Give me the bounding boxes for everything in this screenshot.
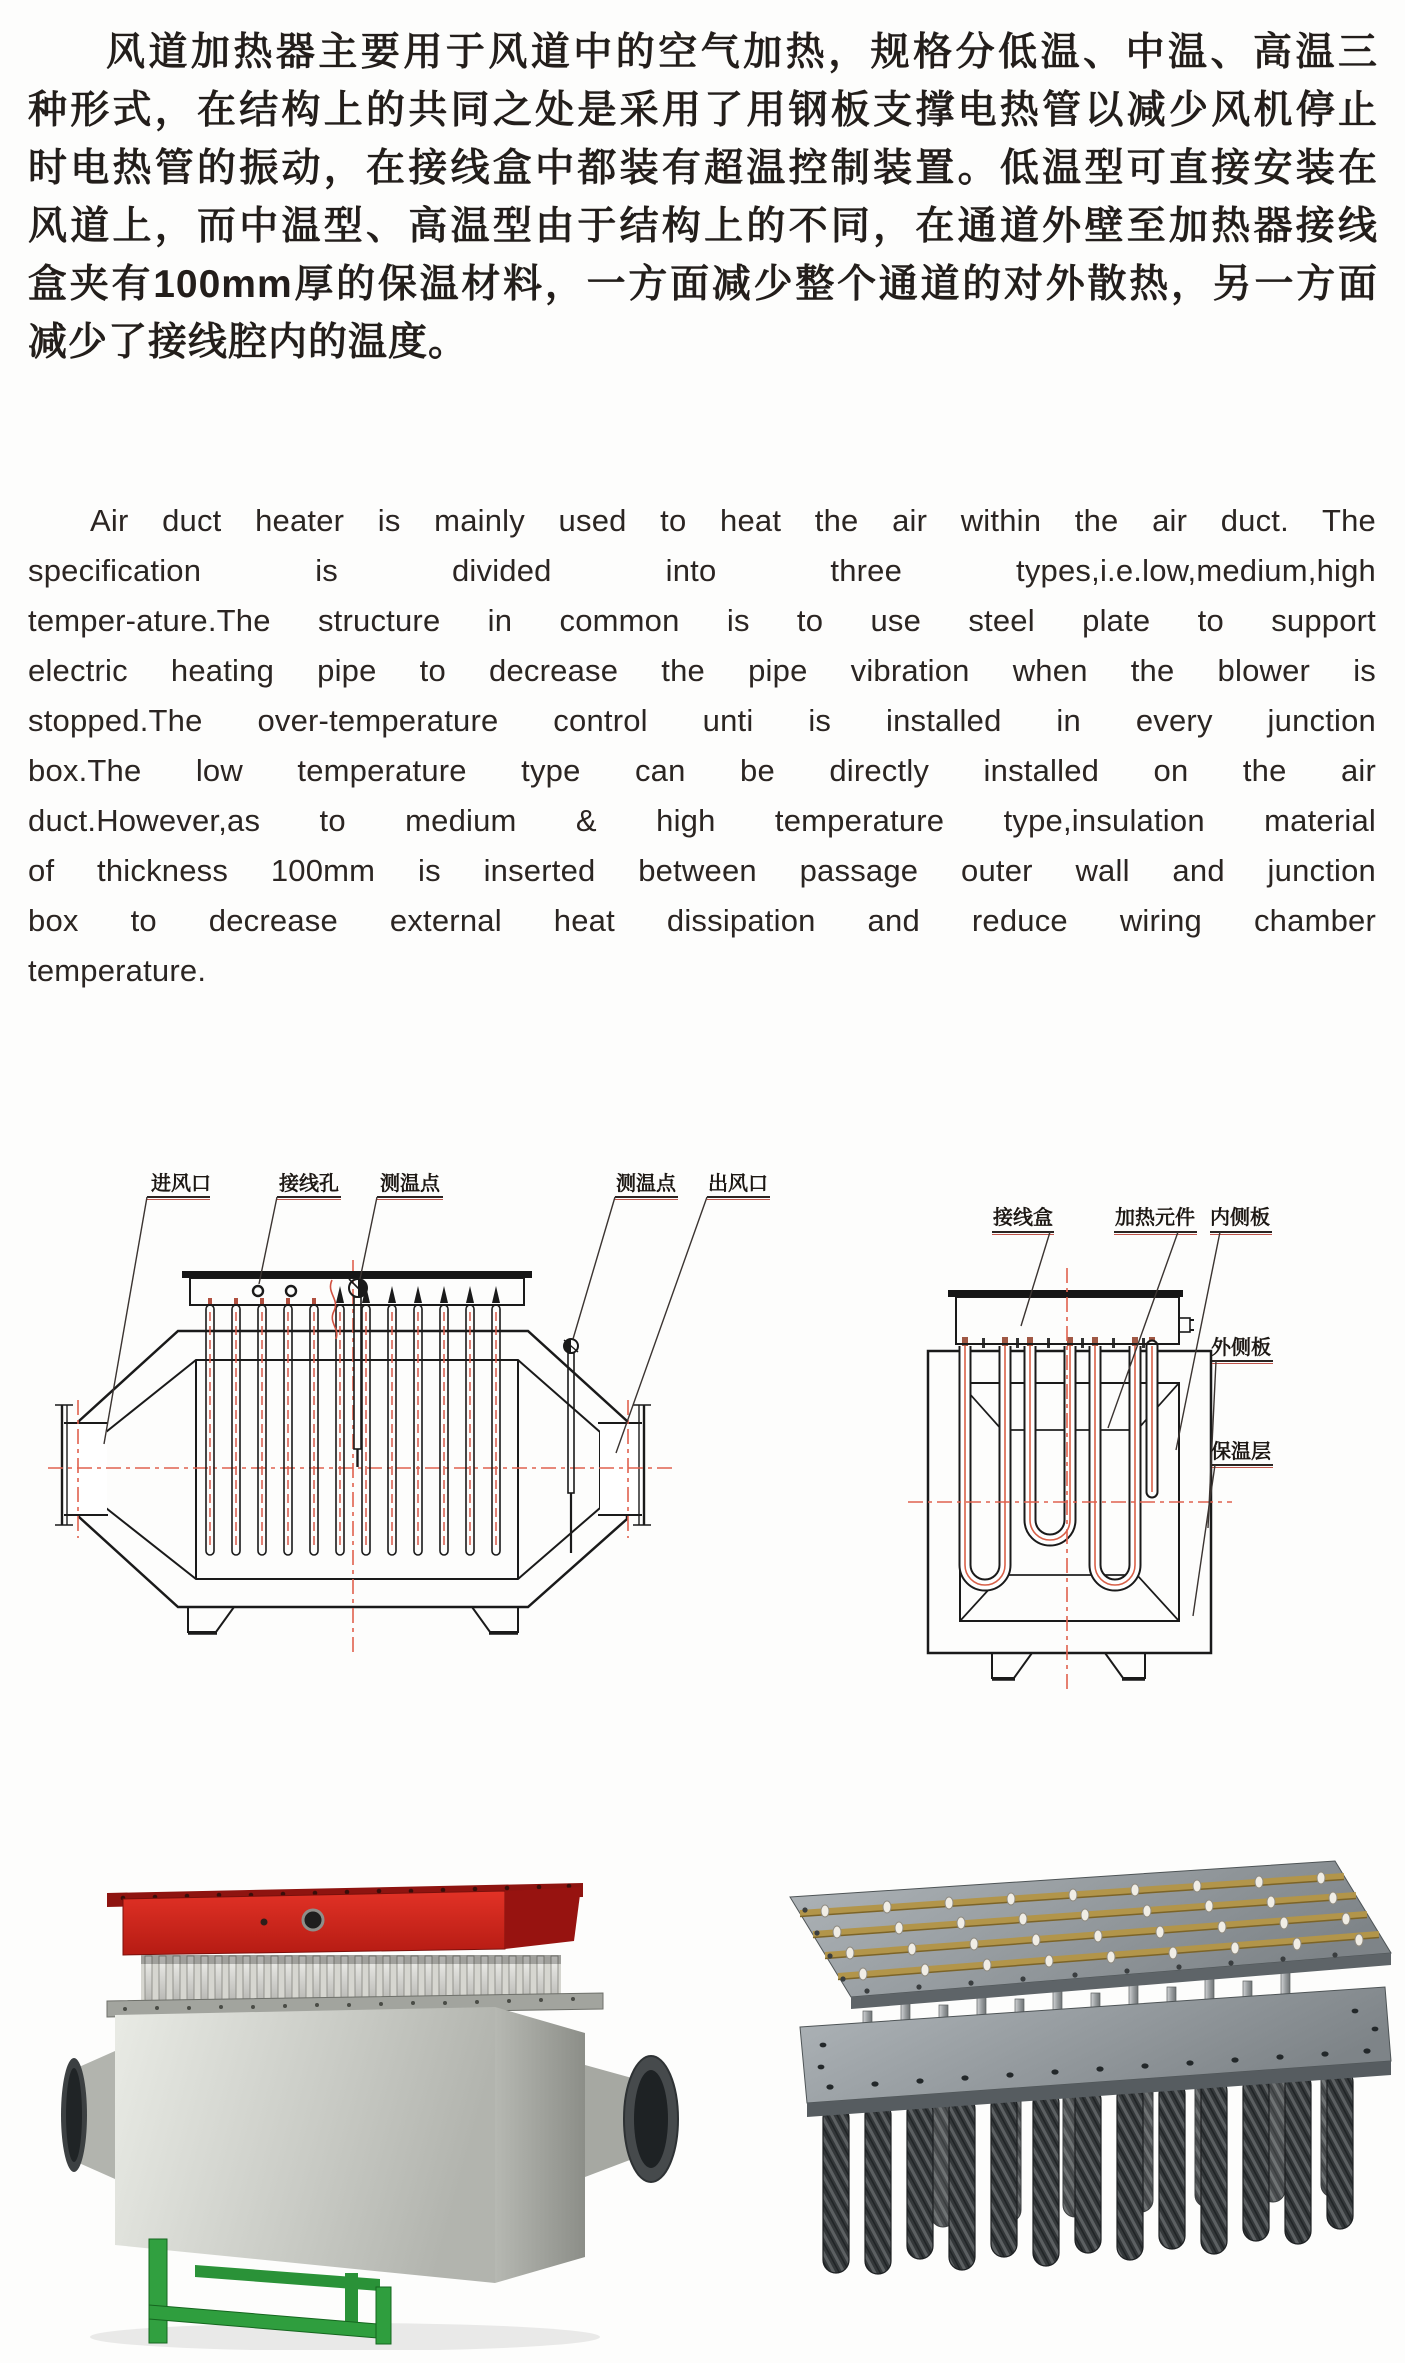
en-line: box to decrease external heat dissipation and reduce wiring chamber xyxy=(28,903,1376,938)
intro-paragraph-en xyxy=(28,496,1376,996)
en-line: stopped.The over-temperature control unti is installed in every junction xyxy=(28,703,1376,738)
en-line: box.The low temperature type can be directly installed on the air xyxy=(28,753,1376,788)
sensor-well xyxy=(354,1297,361,1449)
zh-line: 减少了接线腔内的温度。 xyxy=(28,321,469,364)
air-outlet-stub xyxy=(598,1405,651,1525)
en-line: temper-ature.The structure in common is to use steel plate to support xyxy=(28,603,1376,638)
red-junction-box xyxy=(107,1883,583,1955)
en-line: temperature. xyxy=(28,953,207,988)
en-line: Air duct heater is mainly used to heat the air within the air duct. The xyxy=(90,503,1376,538)
air-inlet-stub xyxy=(55,1405,108,1525)
en-line: duct.However,as to medium & high temperature type,insulation material xyxy=(28,803,1376,838)
en-line: electric heating pipe to decrease the pipe vibration when the blower is xyxy=(28,653,1376,688)
wiring-hole xyxy=(253,1286,263,1296)
zh-line: 风道上，而中温型、高温型由于结构上的不同，在通道外壁至加热器接线 xyxy=(28,205,1378,248)
label-air-outlet: 出风口 xyxy=(708,1173,768,1195)
junction-box xyxy=(948,1290,1194,1344)
u-heating-elements xyxy=(962,1337,1155,1585)
wiring-hole xyxy=(286,1286,296,1296)
conduit-nipple xyxy=(1179,1318,1190,1332)
label-heating-element: 加热元件 xyxy=(1115,1207,1195,1229)
support-legs xyxy=(992,1653,1145,1679)
photo-heating-element-assembly xyxy=(735,1815,1400,2295)
label-wiring-hole: 接线孔 xyxy=(279,1173,339,1195)
label-junction-box: 接线盒 xyxy=(993,1207,1053,1229)
label-temp-point: 测温点 xyxy=(380,1173,440,1195)
label-outer-plate: 外侧板 xyxy=(1211,1337,1271,1359)
label-temp-point: 测温点 xyxy=(616,1173,676,1195)
duct-heater-cross-section-drawing xyxy=(880,1160,1405,1700)
outlet-flange xyxy=(585,2056,678,2182)
callouts xyxy=(104,1171,770,1453)
label-insulation-layer: 保温层 xyxy=(1211,1441,1271,1463)
zh-line: 风道加热器主要用于风道中的空气加热，规格分低温、中温、高温三 xyxy=(106,31,1378,74)
temperature-sensor-head xyxy=(349,1279,367,1297)
zh-line: 盒夹有100mm厚的保温材料，一方面减少整个通道的对外散热，另一方面 xyxy=(28,263,1378,306)
inlet-flange xyxy=(61,2051,115,2179)
en-line: specification is divided into three types,i.e.low,medium,high xyxy=(28,553,1376,588)
zh-line: 种形式，在结构上的共同之处是采用了用钢板支撑电热管以减少风机停止 xyxy=(28,89,1378,132)
label-inner-plate: 内侧板 xyxy=(1210,1207,1270,1229)
photo-assembled-duct-heater xyxy=(45,1835,710,2350)
zh-line: 时电热管的振动，在接线盒中都装有超温控制装置。低温型可直接安装在 xyxy=(28,147,1378,190)
intro-paragraph-zh xyxy=(28,24,1378,372)
heating-tube xyxy=(206,1305,500,1555)
en-line: of thickness 100mm is inserted between passage outer wall and junction xyxy=(28,853,1376,888)
top-terminal-plate xyxy=(790,1861,1391,2009)
element-tube-bank xyxy=(107,1955,603,2017)
conduit-hole xyxy=(303,1910,323,1930)
label-air-inlet: 进风口 xyxy=(151,1173,211,1195)
duct-heater-side-section-drawing xyxy=(40,1160,780,1680)
